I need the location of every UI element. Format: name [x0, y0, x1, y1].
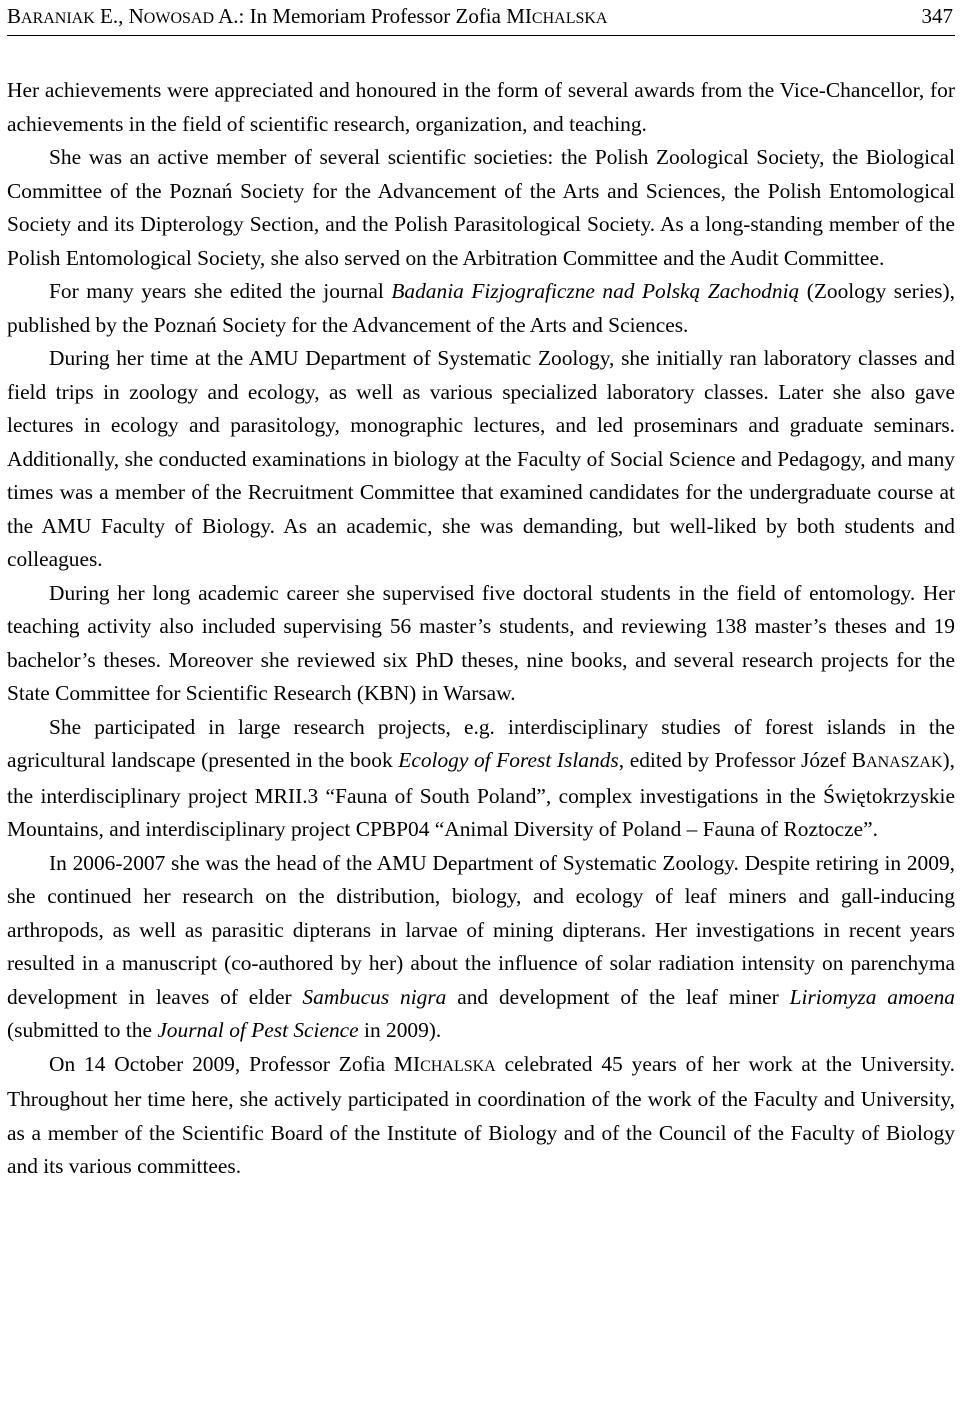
paragraph-teaching: During her time at the AMU Department of Systematic Zoology, she initially ran laboratory classes and field trips in zoology and ecology, as well as various specialized laboratory classes. Later she also gave lectures in ecology and parasitology, monographic lectures, and led proseminars and graduate seminars. Additionally, she conducted examinations in biology at the Faculty of Social Science and Pedagogy, and many times was a member of the Recruitment Committee that examined candidates for the undergraduate course at the AMU Faculty of Biology. As an academic, she was demanding, but well-liked by both students and colleagues.: [7, 346, 955, 571]
paragraph-societies: She was an active member of several scientific societies: the Polish Zoological Society, the Biological Committee of the Poznań Society for the Advancement of the Arts and Sciences, the Polish Entomological Society and its Dipterology Section, and the Polish Parasitological Society. As a long-standing member of the Polish Entomological Society, she also served on the Arbitration Committee and the Audit Committee.: [7, 145, 955, 270]
page-number: 347: [921, 4, 953, 28]
paragraph-supervision: During her long academic career she supervised five doctoral students in the field of entomology. Her teaching activity also included supervising 56 master’s students, and reviewing 138 master’s theses and 19 bachelor’s theses. Moreover she reviewed six PhD theses, nine books, and several research projects for the State Committee for Scientific Research (KBN) in Warsaw.: [7, 580, 955, 705]
paragraph-department-head: In 2006-2007 she was the head of the AMU Department of Systematic Zoology. Despite retiring in 2009, she continued her research on the distribution, biology, and ecology of leaf miners and gall-inducing arthropods, as well as parasitic dipterans in larvae of mining dipterans. Her investigations in recent years resulted in a manuscript (co-authored by her) about the influence of solar radiation intensity on parenchyma development in leaves of elder Sambucus nigra and development of the leaf miner Liriomyza amoena (submitted to the Journal of Pest Science in 2009).: [7, 850, 955, 1042]
paragraph-journal: For many years she edited the journal Badania Fizjograficzne nad Polską Zachodnią (Zoology series), published by the Poznań Society for the Advancement of the Arts and Sciences.: [7, 279, 955, 337]
book-title: Ecology of Forest Islands: [398, 748, 619, 772]
running-title: BARANIAK E., NOWOSAD A.: In Memoriam Professor Zofia MICHALSKA: [7, 4, 608, 28]
journal-title: Journal of Pest Science: [157, 1018, 359, 1042]
running-header: [7, 0, 955, 36]
species-name: Liriomyza amoena: [789, 984, 955, 1009]
paragraph-research-projects: She participated in large research projects, e.g. interdisciplinary studies of forest islands in the agricultural landscape (presented in the book Ecology of Forest Islands, edited by Professor Józef BANASZAK), the interdisciplinary project MRII.3 “Fauna of South Poland”, complex investigations in the Świętokrzyskie Mountains, and interdisciplinary project CPBP04 “Animal Diversity of Poland – Fauna of Roztocze”.: [7, 714, 955, 841]
paragraph-anniversary: On 14 October 2009, Professor Zofia MICHALSKA celebrated 45 years of her work at the University. Throughout her time here, she actively participated in coordination of the work of the Faculty and University, as a member of the Scientific Board of the Institute of Biology and of the Council of the Faculty of Biology and its various committees.: [7, 1051, 956, 1178]
document-page: [7, 0, 955, 1184]
journal-title: Badania Fizjograficzne nad Polską Zachodnią: [391, 279, 800, 303]
paragraph-awards: Her achievements were appreciated and honoured in the form of several awards from the Vice-Chancellor, for achievements in the field of scientific research, organization, and teaching.: [7, 78, 955, 136]
species-name: Sambucus nigra: [302, 984, 447, 1009]
article-body: [7, 74, 955, 1184]
